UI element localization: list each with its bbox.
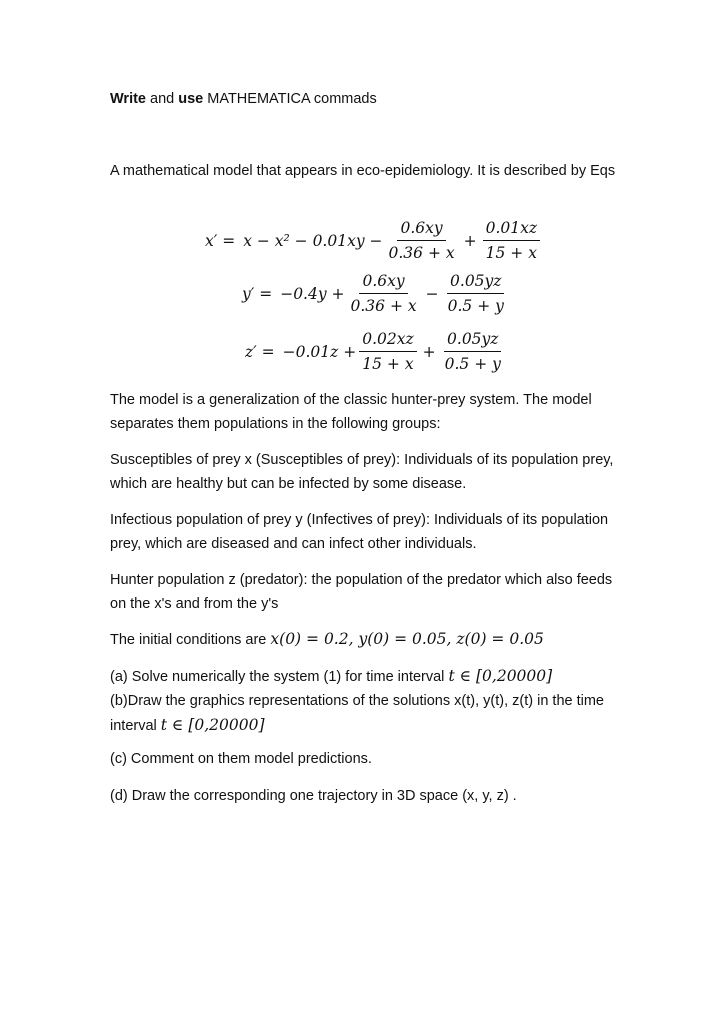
header-and: and: [146, 91, 179, 107]
equation-z-fraction-2: [442, 330, 504, 373]
equation-z-frac1-numerator: 0.02xz: [359, 330, 416, 352]
task-b-text: (b)Draw the graphics representations of the solutions x(t), y(t), z(t) in the time interval: [110, 693, 604, 734]
equation-z-frac2-numerator: 0.05yz: [444, 330, 501, 352]
equation-y-lhs: y′ =: [242, 284, 273, 303]
task-a-b: [110, 664, 630, 738]
equation-x-terms: x − x² − 0.01xy −: [243, 231, 383, 250]
initial-conditions-math: x(0) = 0.2, y(0) = 0.05, z(0) = 0.05: [270, 630, 544, 648]
task-b: [110, 689, 630, 738]
header-line: [110, 87, 630, 111]
equation-y: [242, 272, 510, 315]
equation-y-frac1-denominator: 0.36 + x: [350, 297, 417, 315]
task-d: (d) Draw the corresponding one trajectory in 3D space (x, y, z) .: [110, 788, 517, 804]
equation-y-frac1-numerator: 0.6xy: [359, 272, 407, 294]
susceptibles-paragraph: Susceptibles of prey x (Susceptibles of prey): Individuals of its population prey, which are healthy but can be infected by some disease.: [110, 452, 614, 492]
equation-y-terms: −0.4y +: [280, 284, 345, 303]
task-a-math: t ∈ [0,20000]: [448, 667, 553, 685]
equation-x-fraction-1: [386, 219, 458, 262]
equation-y-fraction-1: [348, 272, 420, 315]
equation-y-frac2-denominator: 0.5 + y: [447, 297, 504, 315]
equation-x-frac2-numerator: 0.01xz: [483, 219, 540, 241]
header-use: use: [178, 91, 204, 107]
equation-z-terms: −0.01z +: [282, 342, 357, 361]
header-rest: MATHEMATICA commads: [203, 91, 377, 107]
task-a-text: (a) Solve numerically the system (1) for time interval: [110, 669, 449, 685]
equation-x: [205, 219, 543, 262]
equation-x-operator: +: [463, 231, 477, 250]
intro-paragraph: A mathematical model that appears in eco-epidemiology. It is described by Eqs: [110, 163, 616, 179]
equation-x-frac1-numerator: 0.6xy: [397, 219, 445, 241]
equation-z-frac1-denominator: 15 + x: [362, 355, 414, 373]
equation-z-lhs: z′ =: [245, 342, 275, 361]
equation-y-operator: −: [425, 284, 439, 303]
header-write: Write: [110, 91, 146, 107]
model-paragraph: The model is a generalization of the classic hunter-prey system. The model separates them populations in the following groups:: [110, 392, 592, 432]
equation-z-frac2-denominator: 0.5 + y: [444, 355, 501, 373]
equation-z-fraction-1: [359, 330, 416, 373]
task-b-math: t ∈ [0,20000]: [160, 716, 265, 734]
equation-x-fraction-2: [483, 219, 540, 262]
equation-x-frac2-denominator: 15 + x: [485, 244, 537, 262]
initial-conditions-label: The initial conditions are: [110, 632, 271, 648]
initial-conditions: [110, 627, 630, 652]
task-c: (c) Comment on them model predictions.: [110, 751, 372, 767]
task-a: [110, 664, 630, 689]
equation-y-frac2-numerator: 0.05yz: [447, 272, 504, 294]
equation-z-operator: +: [422, 342, 436, 361]
equation-x-lhs: x′ =: [205, 231, 236, 250]
hunter-paragraph: Hunter population z (predator): the population of the predator which also feeds on the x's and from the y's: [110, 572, 613, 612]
infectious-paragraph: Infectious population of prey y (Infectives of prey): Individuals of its population prey, which are diseased and can infect other individuals.: [110, 512, 609, 552]
equation-x-frac1-denominator: 0.36 + x: [388, 244, 455, 262]
equation-y-fraction-2: [445, 272, 507, 315]
equation-z: [245, 330, 507, 373]
